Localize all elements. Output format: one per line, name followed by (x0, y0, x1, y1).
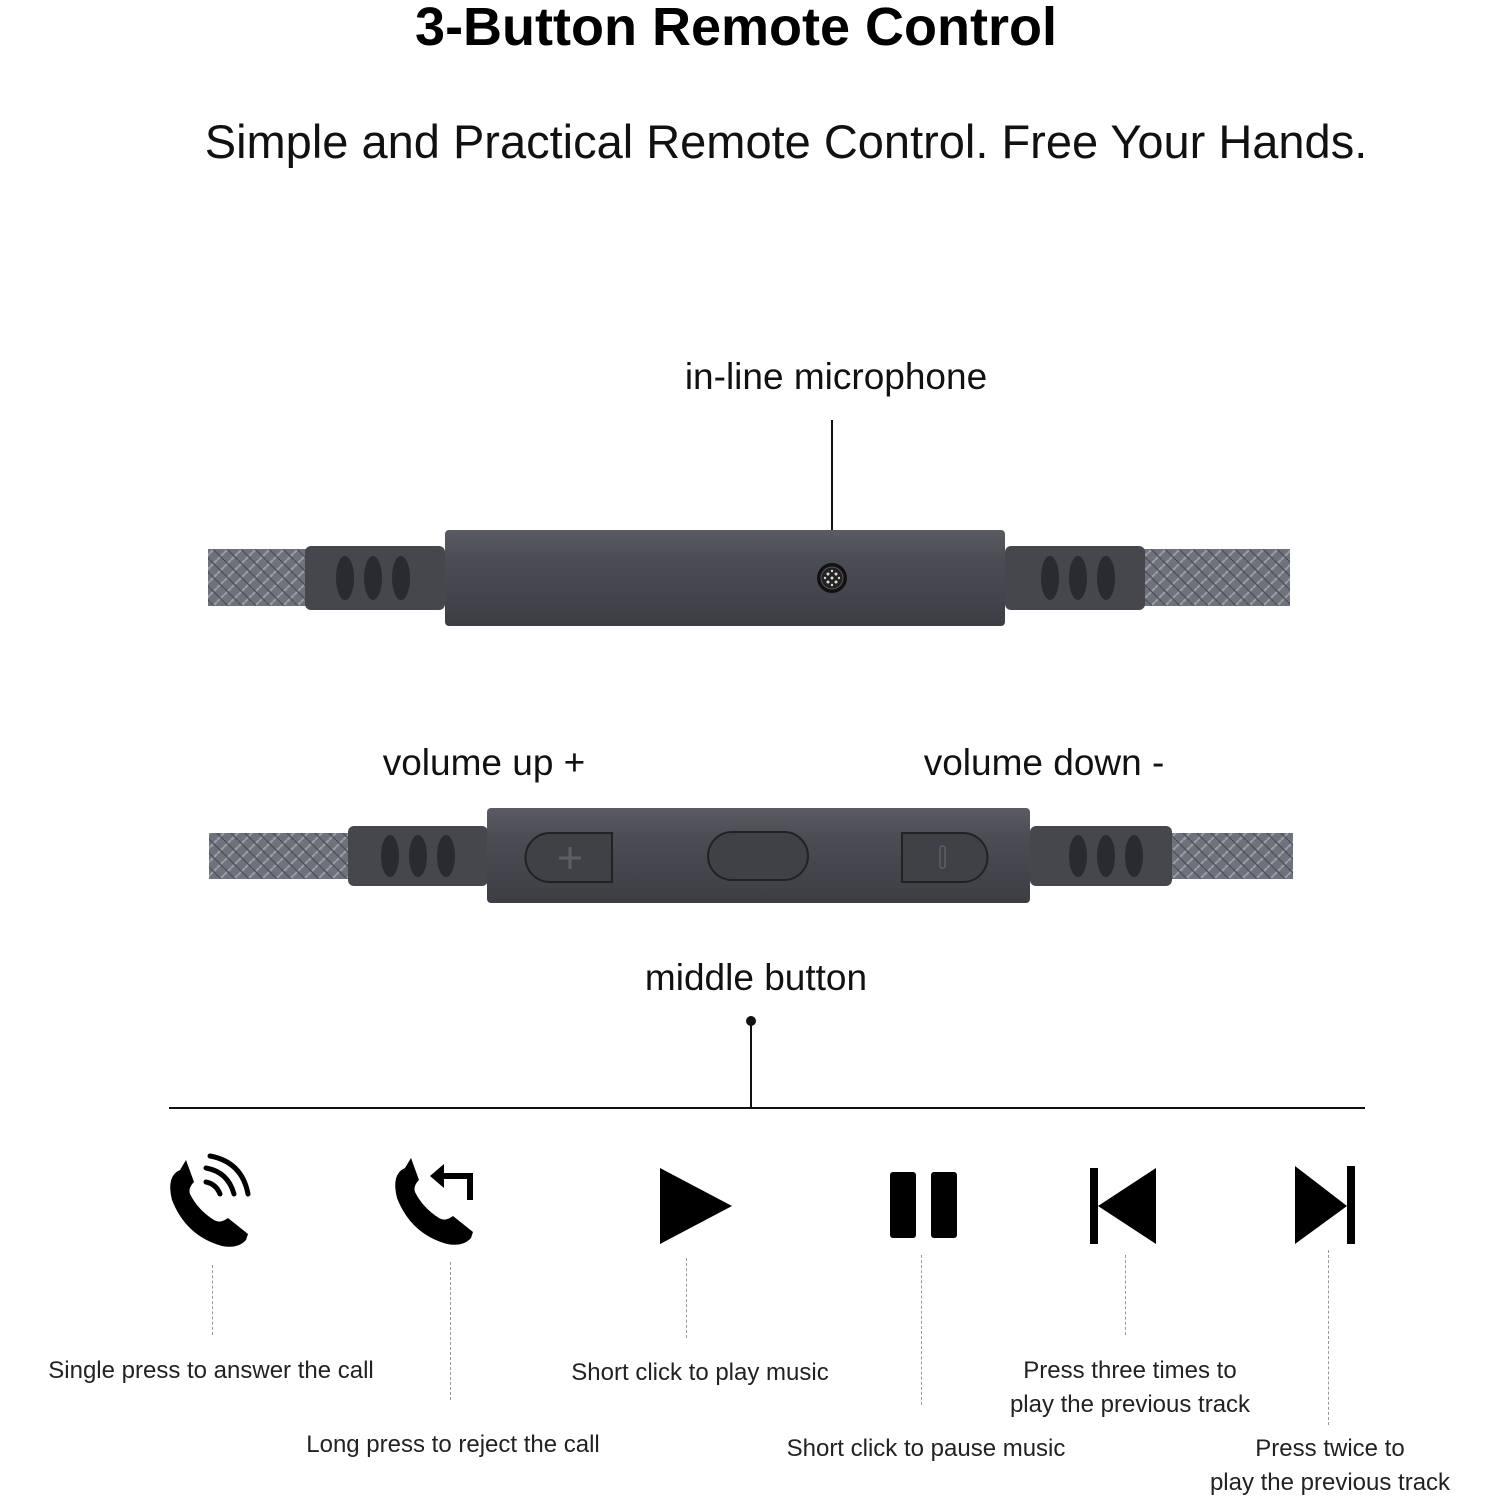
subtitle: Simple and Practical Remote Control. Free Your Hands. (204, 115, 1368, 168)
volume-up-callout: volume up + (382, 742, 586, 783)
function-label-previous (1010, 1354, 1250, 1422)
leader-line (686, 1258, 687, 1338)
page-title: 3-Button Remote Control (415, 0, 1057, 57)
previous-track-icon (1090, 1168, 1156, 1244)
leader-line (921, 1255, 922, 1405)
label-line: Press three times to (1023, 1357, 1237, 1384)
leader-line (1328, 1250, 1329, 1425)
play-icon (660, 1168, 732, 1244)
volume-down-callout: volume down - (923, 742, 1165, 783)
middle-button-callout: middle button (644, 957, 868, 998)
function-label-reject: Long press to reject the call (306, 1431, 600, 1458)
pause-icon (890, 1172, 957, 1238)
leader-line (450, 1262, 451, 1400)
leader-line (212, 1265, 213, 1335)
label-line: play the previous track (1209, 1469, 1451, 1496)
function-label-pause: Short click to pause music (786, 1435, 1066, 1462)
function-label-next (1210, 1432, 1450, 1497)
leader-line (1125, 1255, 1126, 1335)
label-line: Press twice to (1255, 1435, 1405, 1462)
phone-reject-icon (395, 1158, 473, 1245)
function-label-answer: Single press to answer the call (48, 1357, 374, 1384)
label-line: play the previous track (1009, 1391, 1251, 1418)
next-track-icon (1295, 1166, 1355, 1244)
function-label-play: Short click to play music (571, 1359, 829, 1386)
phone-answer-icon (170, 1156, 248, 1247)
microphone-callout: in-line microphone (684, 356, 988, 397)
